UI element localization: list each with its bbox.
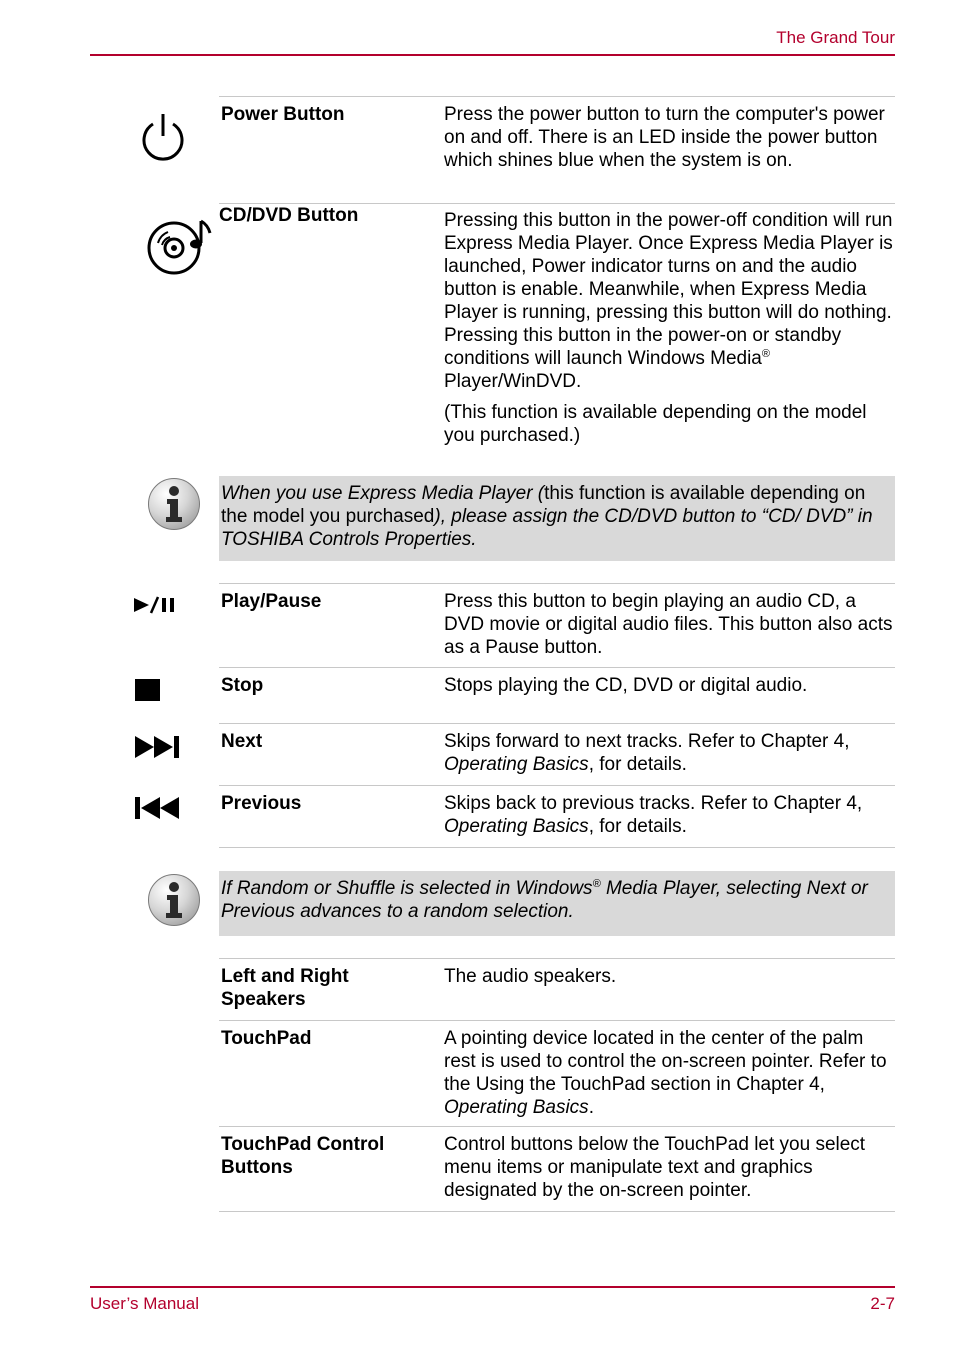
term-play-pause: Play/Pause: [221, 591, 322, 612]
row-touchpad-buttons: [219, 1126, 895, 1212]
stop-icon: [134, 678, 162, 702]
desc-text: Stops playing the CD, DVD or digital audio.: [444, 675, 808, 696]
desc-stop: [444, 674, 894, 697]
term-touchpad: TouchPad: [221, 1028, 312, 1049]
term-touchpad-buttons: TouchPad Control Buttons: [221, 1134, 385, 1178]
note-text: If Random or Shuffle is selected in Windows: [221, 878, 593, 899]
row-power-button: [219, 96, 895, 203]
chapter-reference: Operating Basics: [444, 1097, 589, 1118]
row-touchpad: [219, 1020, 895, 1127]
desc-text: Press this button to begin playing an audio CD, a DVD movie or digital audio files. This button also acts as a Pause button.: [444, 591, 893, 658]
row-cddvd-button: [219, 203, 895, 456]
desc-text: Control buttons below the TouchPad let you select menu items or manipulate text and graphics designated by the on-screen pointer.: [444, 1134, 866, 1201]
page-number: 2-7: [870, 1294, 895, 1313]
desc-text: Press the power button to turn the computer's power on and off. There is an LED inside the power button which shines blue when the system is on.: [444, 104, 885, 171]
term-power-button: Power Button: [221, 104, 345, 125]
row-previous: [219, 785, 895, 848]
desc-touchpad: [444, 1027, 894, 1119]
desc-text: Pressing this button in the power-off condition will run Express Media Player. Once Express Media Player is launched, Power indicator turns on and the audio button is enable. Meanwhile, when Express Media Player is running, pressing this button will do nothing. Pressing this button in the power-on or standby conditions will launch Windows Media: [444, 210, 893, 369]
next-track-icon: [134, 735, 182, 759]
registered-mark: ®: [592, 878, 601, 890]
registered-mark: ®: [761, 348, 770, 360]
term-next: Next: [221, 731, 263, 752]
row-speakers: [219, 958, 895, 1021]
info-icon: [148, 874, 200, 926]
note-text: ), please assign the CD/DVD button to “CD/ DVD” in TOSHIBA Controls Properties.: [221, 506, 873, 550]
term-previous: Previous: [221, 793, 302, 814]
desc-text: A pointing device located in the center of the palm rest is used to control the on-screen pointer. Refer to the Using the TouchPad section in Chapter 4,: [444, 1028, 887, 1095]
previous-track-icon: [134, 796, 182, 820]
power-icon: [138, 110, 188, 164]
desc-power-button: [444, 103, 894, 172]
desc-text: , for details.: [588, 754, 687, 775]
note-text: this function is available depending on the model you purchased: [221, 483, 866, 527]
desc-text: Skips forward to next tracks. Refer to Chapter 4,: [444, 731, 850, 752]
row-play-pause: [219, 583, 895, 668]
desc-previous: [444, 792, 894, 838]
desc-paragraph: [444, 730, 894, 776]
desc-touchpad-buttons: [444, 1133, 894, 1202]
term-speakers: Left and Right Speakers: [221, 966, 349, 1010]
disc-music-icon: [146, 215, 212, 277]
footer-rule: [90, 1286, 895, 1288]
play-pause-icon: [132, 595, 178, 615]
footer-manual-title: User’s Manual: [90, 1294, 199, 1313]
desc-paragraph: [444, 1027, 894, 1119]
desc-paragraph: (This function is available depending on the model you purchased.): [444, 402, 867, 446]
desc-next: [444, 730, 894, 776]
desc-paragraph: [444, 209, 894, 393]
row-next: [219, 723, 895, 786]
header-rule: [90, 54, 895, 56]
desc-text: , for details.: [588, 816, 687, 837]
info-icon: [148, 478, 200, 530]
note-text: Media Player, selecting Next or Previous advances to a random selection.: [221, 878, 868, 922]
note-random-shuffle: [219, 871, 895, 936]
term-stop: Stop: [221, 675, 264, 696]
desc-paragraph: [444, 792, 894, 838]
desc-text: .: [588, 1097, 594, 1118]
row-stop: [219, 667, 895, 724]
running-header: The Grand Tour: [776, 28, 895, 47]
desc-speakers: [444, 965, 894, 988]
desc-text: Skips back to previous tracks. Refer to Chapter 4,: [444, 793, 863, 814]
desc-text: Player/WinDVD.: [444, 371, 582, 392]
chapter-reference: Operating Basics: [444, 754, 589, 775]
note-express-media-player: [219, 476, 895, 561]
note-text: When you use Express Media Player (: [221, 483, 545, 504]
term-cddvd-button: CD/DVD Button: [219, 205, 359, 226]
desc-play-pause: [444, 590, 894, 659]
desc-cddvd-button: [444, 209, 894, 447]
chapter-reference: Operating Basics: [444, 816, 589, 837]
desc-text: The audio speakers.: [444, 966, 617, 987]
